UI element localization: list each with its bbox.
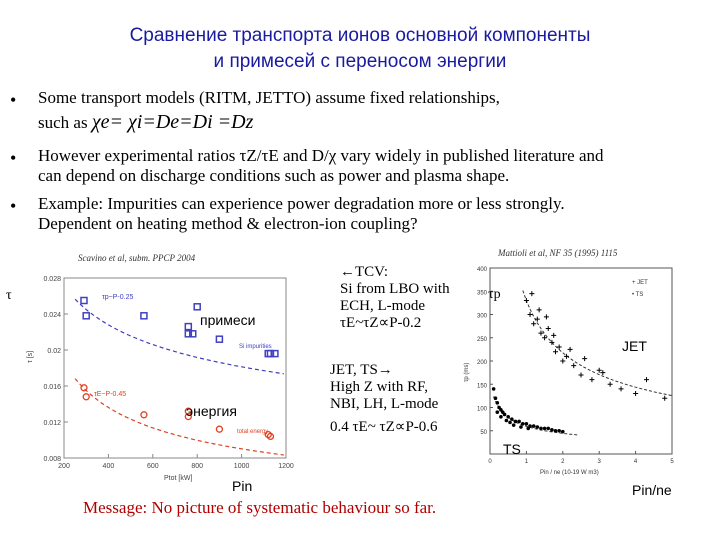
bullet-marker: • [10,90,17,110]
tcv-block [340,264,450,332]
plot-frame [490,268,672,454]
ts-point [519,425,523,429]
jet-point [531,321,536,326]
ts-label: TS [503,441,521,457]
x-tick-label: 200 [58,463,70,470]
ts-point [546,427,550,431]
ts-point [495,410,499,414]
impurity-label: примеси [200,312,256,328]
ts-point [543,427,547,431]
bullet-2-line2: can depend on discharge conditions such as power and plasma shape. [38,166,510,185]
x-axis-label: Pin / ne (10-19 W m3) [540,470,599,476]
ts-point [526,427,530,431]
bullet-marker: • [10,196,17,216]
x-tick-label: 1000 [233,463,250,470]
y-tick-label: 100 [476,406,487,413]
right-chart-reference: Mattioli et al, NF 35 (1995) 1115 [498,248,618,258]
jet-line1: JET, TS→ [330,362,393,378]
bullet-2-line1: However experimental ratios τZ/τE and D/χ vary widely in published literature and [38,146,604,165]
impurity-point [141,313,147,319]
jet-point [619,386,624,391]
ts-point [494,396,498,400]
x-tick-label: 3 [597,459,601,465]
tcv-line3: ECH, L-mode [340,298,425,314]
legend-ts: • TS [632,292,644,298]
jet-point [589,377,594,382]
ts-point [517,420,521,424]
ts-fit-line [494,396,578,435]
ts-point [503,413,507,417]
slide-title-line1: Сравнение транспорта ионов основной компоненты [129,25,591,46]
x-tick-label: 600 [146,463,159,470]
message: Message: No picture of systematic behaviour so far. [83,498,437,517]
ts-point [539,427,543,431]
jet-point [597,368,602,373]
jet-point [553,349,558,354]
tcv-line1: ←TCV: [340,264,389,280]
ts-point [532,424,536,428]
x-tick-label: 5 [670,459,674,465]
pin-label: Pin [232,478,253,494]
legend-top: Si impurities [239,344,272,350]
ts-point [505,419,509,423]
jet-point [582,356,587,361]
fit-bottom-label: τE~P-0.45 [94,391,127,398]
jet-point [524,298,529,303]
impurity-point [216,336,222,342]
y-tick-label: 0.008 [43,456,61,463]
fit-line [75,299,284,374]
y-axis-label: τp (ms) [464,362,470,382]
legend-bottom: total energy [237,429,269,435]
impurity-point [83,313,89,319]
jet-point [535,317,540,322]
energy-point [81,385,87,391]
energy-label: энергия [186,403,237,419]
legend-jet: + JET [632,280,648,286]
x-tick-label: 1200 [278,463,294,470]
ts-point [492,387,496,391]
jet-point [551,333,556,338]
x-axis-label: Ptot [kW] [164,475,193,482]
bullet-1-formula: χe= χi=De=Di =Dz [91,111,254,133]
energy-point [216,426,222,432]
energy-point [83,394,89,400]
ts-point [525,422,529,426]
bullet-3-line1: Example: Impurities can experience power degradation more or less strongly. [38,194,565,213]
impurity-point [265,351,271,357]
y-tick-label: 0.024 [43,312,61,319]
pin-ne-label: Pin/ne [632,482,672,498]
ts-point [521,422,525,426]
jet-point [568,347,573,352]
jet-point [537,307,542,312]
y-tick-label: 0.012 [43,420,61,427]
fit-top-label: τp~P-0.25 [102,294,134,301]
jet-point [579,372,584,377]
jet-point [633,391,638,396]
y-tick-label: 400 [476,267,487,273]
left-chart-reference: Scavino et al, subm. PPCP 2004 [78,253,196,263]
jet-point [544,314,549,319]
bullet-1-line2 [38,112,253,133]
x-tick-label: 4 [633,459,638,465]
slide-title-line2: и примесей с переносом энергии [213,51,507,72]
bullet-marker: • [10,148,17,168]
tcv-line4: τE~τZ∝P-0.2 [340,315,422,331]
jet-point [600,370,605,375]
x-tick-label: 2 [561,459,565,465]
y-tick-label: 0.02 [47,348,61,355]
ts-point [550,428,554,432]
impurity-point [81,298,87,304]
jet-point [557,345,562,350]
ts-point [510,417,514,421]
jet-line2: High Z with RF, [330,379,428,395]
jet-line3: NBI, LH, L-mode [330,396,439,412]
bullet-1-line1: Some transport models (RITM, JETTO) assume fixed relationships, [38,88,500,107]
y-tick-label: 50 [480,429,487,436]
y-tick-label: 0.028 [43,276,61,283]
jet-point [529,291,534,296]
jet-point [528,312,533,317]
ts-point [561,430,565,434]
left-tau-label: τ [6,288,12,303]
jet-point [644,377,649,382]
y-tick-label: 250 [476,336,487,343]
jet-block [330,362,438,436]
ts-point [499,415,503,419]
impurity-point [194,304,200,310]
x-tick-label: 800 [191,463,204,470]
tau-p-label: τp [488,287,501,302]
impurity-point [185,324,191,330]
jet-label: JET [622,338,647,354]
energy-point [141,412,147,418]
ts-point [508,421,512,425]
bullet-1-prefix: such as [38,113,92,132]
y-tick-label: 350 [476,290,487,297]
y-tick-label: 200 [476,360,487,366]
ts-point [554,429,558,433]
y-axis-label: τ [s] [27,350,34,363]
ts-point [495,401,499,405]
jet-point [662,396,667,401]
ts-point [512,423,516,427]
ts-point [557,429,561,433]
left-chart [24,268,294,483]
x-tick-label: 1 [524,459,529,465]
y-tick-label: 0.016 [43,384,61,391]
jet-point [608,382,613,387]
jet-fit-line [523,291,672,396]
ts-point [514,420,518,424]
bullet-3-line2: Dependent on heating method & electron-ion coupling? [38,214,418,233]
jet-line4: 0.4 τE~ τZ∝P-0.6 [330,419,438,435]
ts-point [506,415,510,419]
jet-point [560,359,565,364]
ts-point [536,425,540,429]
x-tick-label: 0 [488,459,492,465]
x-tick-label: 400 [102,463,115,470]
y-tick-label: 300 [476,313,487,320]
jet-point [546,326,551,331]
tcv-line2: Si from LBO with [340,281,450,297]
y-tick-label: 150 [476,383,487,390]
jet-point [571,363,576,368]
